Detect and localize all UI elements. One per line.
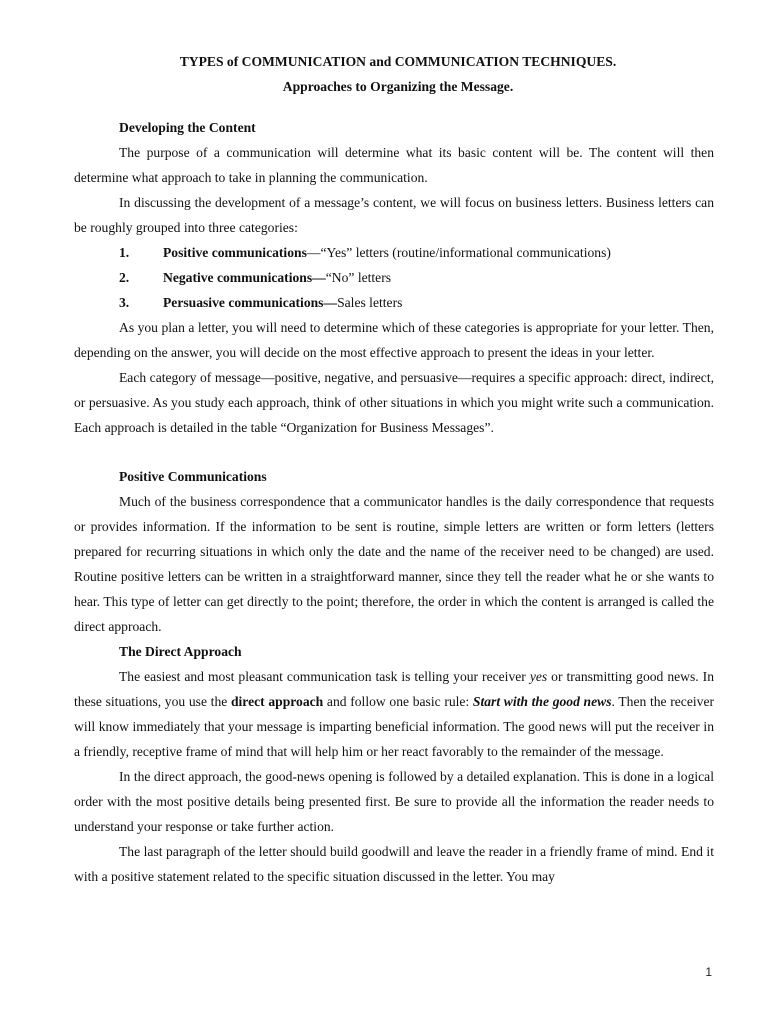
- list-item: [74, 290, 714, 315]
- text-run: and follow one basic rule:: [323, 694, 473, 709]
- list-text-bold: Positive communications: [163, 245, 307, 260]
- section-heading-direct-approach: The Direct Approach: [119, 644, 242, 659]
- list-text-bold: Negative communications—: [163, 270, 326, 285]
- paragraph: In discussing the development of a message’s content, we will focus on business letters. Business letters can be roughly grouped into three categories:: [74, 195, 714, 235]
- list-text-bold: Persuasive communications—: [163, 295, 338, 310]
- section-heading-positive-communications: Positive Communications: [119, 469, 267, 484]
- bold-text: direct approach: [230, 694, 324, 709]
- list-item: [74, 240, 714, 265]
- list-number: 1.: [119, 245, 130, 260]
- section-heading-developing-content: Developing the Content: [119, 120, 256, 135]
- paragraph: Much of the business correspondence that a communicator handles is the daily correspondence that requests or provides information. If the information to be sent is routine, simple letters are written or form letters (letters prepared for recurring situations in which only the date and the name of the receiver need to be changed) are used. Routine positive letters can be written in a straightforward manner, since they tell the reader what he or she wants to hear. This type of letter can get directly to the point; therefore, the order in which the content is arranged is called the direct approach.: [74, 494, 714, 634]
- bold-italic-text: Start with the good news: [472, 694, 612, 709]
- document-title: TYPES of COMMUNICATION and COMMUNICATION TECHNIQUES.: [179, 54, 617, 69]
- list-text-rest: Sales letters: [337, 295, 403, 310]
- list-text: [163, 240, 611, 265]
- list-text-rest: —“Yes” letters (routine/informational communications): [306, 245, 611, 260]
- list-number: 2.: [119, 270, 130, 285]
- document-subtitle: Approaches to Organizing the Message.: [282, 79, 514, 94]
- text-run: The easiest and most pleasant communication task is telling your receiver: [119, 669, 530, 684]
- list-text-rest: “No” letters: [325, 270, 392, 285]
- page-number: 1: [705, 965, 712, 979]
- list-item: [74, 265, 714, 290]
- paragraph-direct-approach: [74, 664, 714, 764]
- document-page: [74, 49, 714, 889]
- paragraph: The purpose of a communication will determine what its basic content will be. The content will then determine what approach to take in planning the communication.: [74, 145, 714, 185]
- paragraph: Each category of message—positive, negative, and persuasive—requires a specific approach: direct, indirect, or persuasive. As you study each approach, think of other situations in which you might write such a communication. Each approach is detailed in the table “Organization for Business Messages”.: [74, 370, 714, 435]
- paragraph: As you plan a letter, you will need to determine which of these categories is appropriate for your letter. Then, depending on the answer, you will decide on the most effective approach to present the ideas in your letter.: [74, 320, 714, 360]
- list-text: [163, 265, 391, 290]
- text-run: or transmitting good news. In these situations, you use the: [74, 669, 714, 709]
- paragraph: In the direct approach, the good-news opening is followed by a detailed explanation. This is done in a logical order with the most positive details being presented first. Be sure to provide all the information the reader needs to understand your response or take further action.: [74, 769, 714, 834]
- list-number: 3.: [119, 295, 130, 310]
- text-run: . Then the receiver will know immediately that your message is imparting beneficial information. The good news will put the receiver in a friendly, receptive frame of mind that will help him or her react favorably to the remainder of the message.: [74, 694, 714, 759]
- list-text: [163, 290, 402, 315]
- paragraph: The last paragraph of the letter should build goodwill and leave the reader in a friendly frame of mind. End it with a positive statement related to the specific situation discussed in the letter. You may: [74, 844, 714, 884]
- blank-line: [74, 440, 714, 464]
- italic-text: yes: [529, 669, 548, 684]
